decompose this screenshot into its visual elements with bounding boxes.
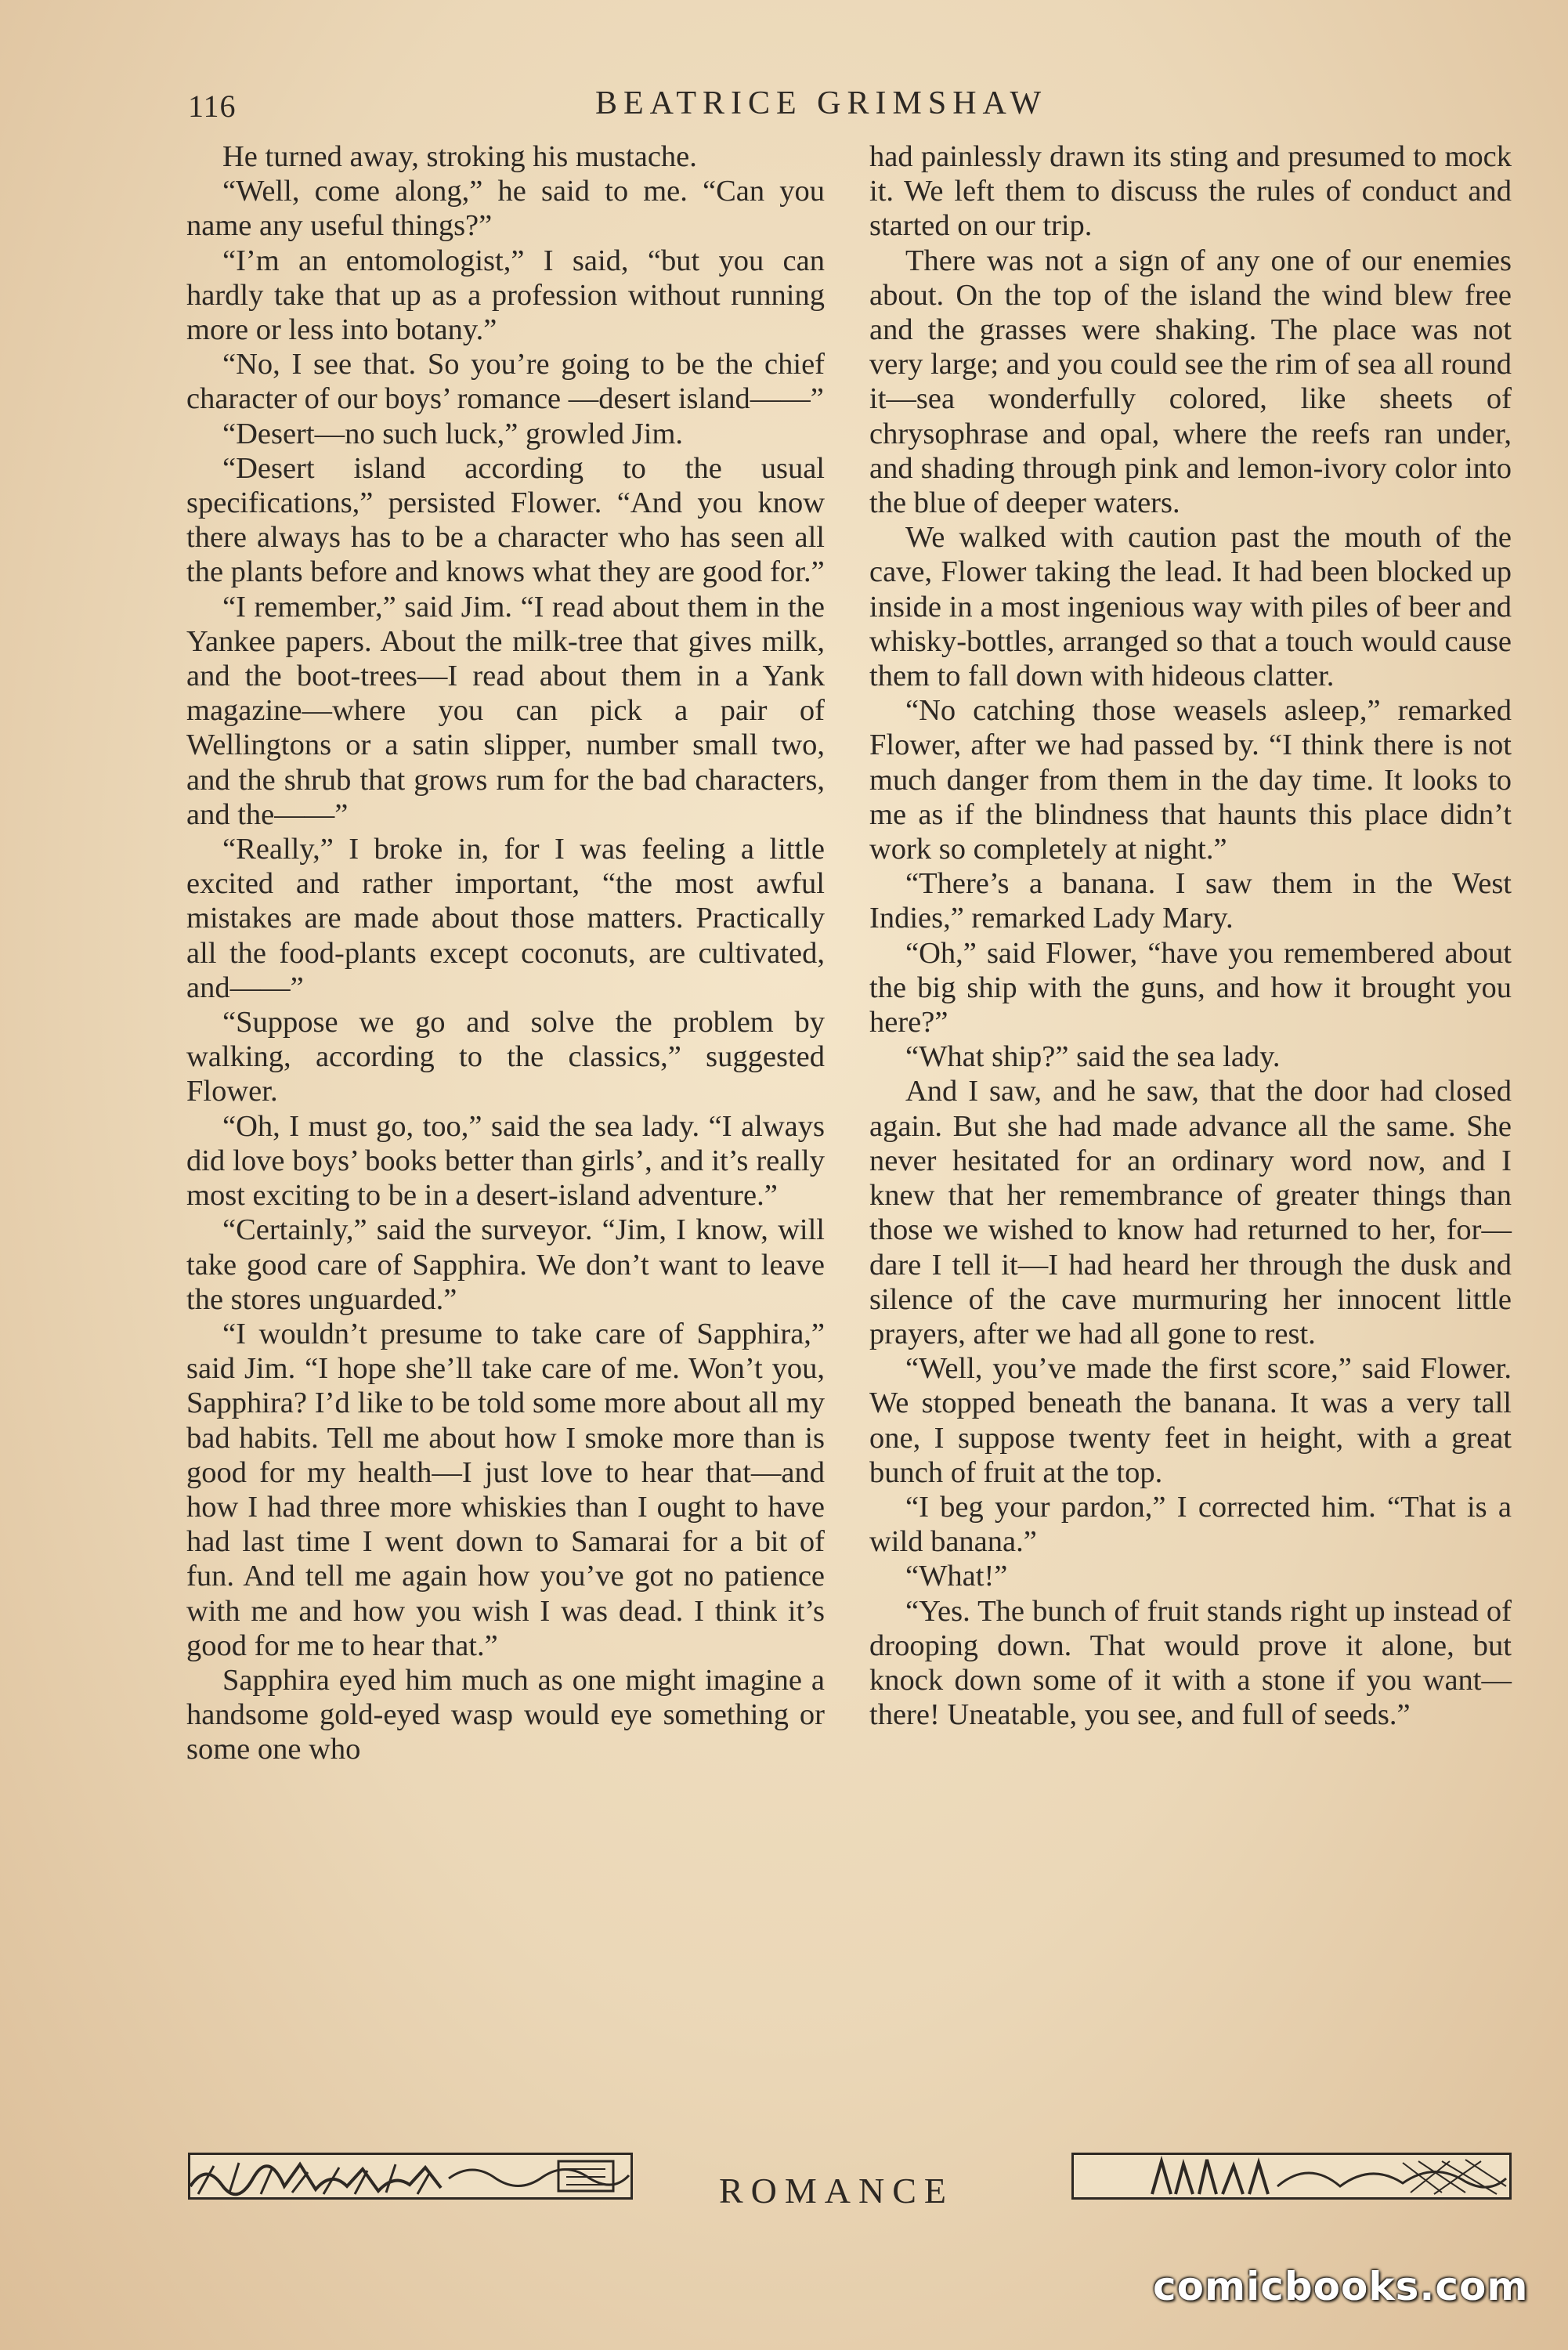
paragraph: “I’m an entomologist,” I said, “but you can hardly take that up as a profession without running more or less into botany.”	[186, 244, 825, 347]
left-column	[186, 139, 825, 1767]
paragraph: “Oh, I must go, too,” said the sea lady. “I always did love boys’ books better than girls’, and it’s really most exciting to be in a desert-island adventure.”	[186, 1109, 825, 1213]
foliage-ornament-icon	[1074, 2155, 1509, 2197]
paragraph: There was not a sign of any one of our enemies about. On the top of the island the wind blew free and the grasses were shaking. The place was not very large; and you could see the rim of sea all round it—sea wonderfully colored, like sheets of chrysophrase and opal, where the reefs ran under, and shading through pink and lemon-ivory color into the blue of deeper waters.	[869, 244, 1512, 520]
foliage-ornament-icon	[190, 2155, 630, 2197]
paragraph: “What!”	[905, 1560, 1008, 1593]
paragraph: “Desert—no such luck,” growled Jim.	[222, 417, 684, 450]
paragraph: “I beg your pardon,” I corrected him. “That is a wild banana.”	[869, 1490, 1512, 1559]
paragraph: “Desert island according to the usual specifications,” persisted Flower. “And you know there always has to be a character who has seen all the plants before and knows what they are good for.”	[186, 451, 825, 589]
paragraph: Sapphira eyed him much as one might imagine a handsome gold-eyed wasp would eye something or some one who	[186, 1663, 825, 1766]
paragraph: “I wouldn’t presume to take care of Sapphira,” said Jim. “I hope she’ll take care of me. Won’t you, Sapphira? I’d like to be told some more about all my bad habits. Tell me about how I smoke more than is good for my health—I just love to hear that—and how I had three more whiskies than I ought to have had last time I went down to Samarai for a bit of fun. And tell me again how you’ve got no patience with me and how you wish I was dead. I think it’s good for me to hear that.”	[186, 1317, 825, 1662]
paragraph: “I remember,” said Jim. “I read about them in the Yankee papers. About the milk-tree that gives milk, and the boot-trees—I read about them in a Yank magazine—where you can pick a pair of Wellingtons or a satin slipper, number small two, and the shrub that grows rum for the bad characters, and the——”	[186, 590, 825, 831]
paragraph: “No catching those weasels asleep,” remarked Flower, after we had passed by. “I think there is not much danger from them in the day time. It looks to me as if the blindness that haunts this place didn’t work so completely at night.”	[869, 694, 1512, 866]
watermark: comicbooks.com	[1153, 2264, 1529, 2309]
paragraph: “Really,” I broke in, for I was feeling a little excited and rather important, “the most awful mistakes are made about those matters. Practically all the food-plants except coconuts, are cultivated, and——”	[186, 833, 825, 1004]
paragraph: “Yes. The bunch of fruit stands right up instead of drooping down. That would prove it alone, but knock down some of it with a stone if you want—there! Uneatable, you see, and full of seeds.”	[869, 1594, 1512, 1732]
right-column	[869, 139, 1512, 1732]
paragraph: had painlessly drawn its sting and presumed to mock it. We left them to discuss the rules of conduct and started on our trip.	[869, 140, 1512, 243]
paragraph: “What ship?” said the sea lady.	[905, 1040, 1281, 1074]
footer-title: ROMANCE	[719, 2171, 955, 2211]
paragraph: “No, I see that. So you’re going to be the chief character of our boys’ romance —desert island——”	[186, 348, 825, 416]
paragraph: “Certainly,” said the surveyor. “Jim, I know, will take good care of Sapphira. We don’t want to leave the stores unguarded.”	[186, 1213, 825, 1316]
paragraph: “There’s a banana. I saw them in the West Indies,” remarked Lady Mary.	[869, 867, 1512, 935]
footer-ornament-left	[188, 2153, 633, 2200]
paragraph: He turned away, stroking his mustache.	[222, 140, 697, 173]
running-head: BEATRICE GRIMSHAW	[595, 85, 1048, 121]
page-number: 116	[188, 89, 237, 124]
paragraph: “Oh,” said Flower, “have you remembered about the big ship with the guns, and how it brought you here?”	[869, 936, 1512, 1039]
paragraph: “Well, come along,” he said to me. “Can you name any useful things?”	[186, 175, 825, 243]
footer-ornament-right	[1071, 2153, 1512, 2200]
paragraph: “Well, you’ve made the first score,” said Flower. We stopped beneath the banana. It was a very tall one, I suppose twenty feet in height, with a great bunch of fruit at the top.	[869, 1352, 1512, 1489]
paragraph: We walked with caution past the mouth of the cave, Flower taking the lead. It had been blocked up inside in a most ingenious way with piles of beer and whisky-bottles, arranged so that a touch would cause them to fall down with hideous clatter.	[869, 521, 1512, 693]
paragraph: And I saw, and he saw, that the door had closed again. But she had made advance all the same. She never hesitated for an ordinary word now, and I knew that her remembrance of greater things than those we wished to know had returned to her, for—dare I tell it—I had heard her through the dusk and silence of the cave murmuring her innocent little prayers, after we had all gone to rest.	[869, 1075, 1512, 1350]
paragraph: “Suppose we go and solve the problem by walking, according to the classics,” suggested Flower.	[186, 1006, 825, 1108]
